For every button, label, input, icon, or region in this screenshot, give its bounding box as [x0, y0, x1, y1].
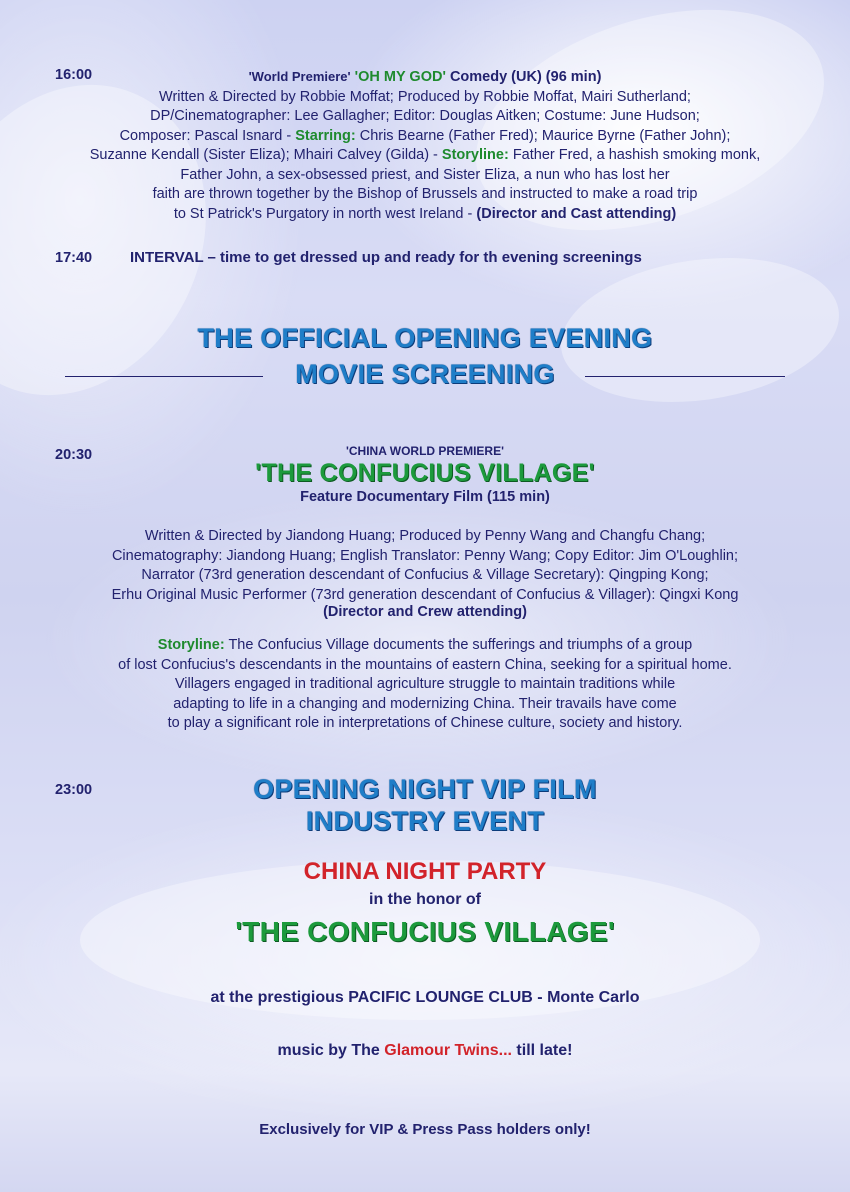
credits-line: Narrator (73rd generation descendant of Confucius & Village Secretary): Qingping Kong; — [141, 567, 709, 583]
storyline-text: adapting to life in a changing and modernizing China. Their travails have come — [173, 695, 677, 712]
credits-line: DP/Cinematographer: Lee Gallagher; Editor: Douglas Aitken; Costume: June Hudson; — [150, 108, 700, 124]
storyline-text: of lost Confucius's descendants in the mountains of eastern China, seeking for a spiritual home. — [118, 656, 732, 673]
film-genre: Comedy (UK) (96 min) — [449, 69, 602, 85]
exclusive-text: Exclusively for VIP & Press Pass holders only! — [259, 1121, 591, 1138]
confucius-credits — [0, 527, 850, 623]
vip-event — [0, 773, 850, 948]
opening-heading — [0, 322, 850, 390]
event-heading-line2: INDUSTRY EVENT — [305, 806, 545, 836]
storyline-text: The Confucius Village documents the sufferings and triumphs of a group — [228, 637, 693, 653]
opening-heading-line1: THE OFFICIAL OPENING EVENING — [197, 323, 653, 353]
premiere-label: 'World Premiere' — [248, 69, 351, 84]
party-title: CHINA NIGHT PARTY — [303, 858, 547, 885]
storyline-text: to play a significant role in interpretations of Chinese culture, society and history. — [167, 715, 683, 731]
event-heading-line1: OPENING NIGHT VIP FILM — [253, 774, 597, 804]
credits-line: Erhu Original Music Performer (73rd generation descendant of Confucius & Villager): Qingxi Kong — [111, 586, 739, 603]
storyline-label: Storyline: — [157, 637, 225, 653]
storyline-text: Villagers engaged in traditional agriculture struggle to maintain traditions while — [174, 676, 676, 692]
credits-line: Written & Directed by Robbie Moffat; Produced by Robbie Moffat, Mairi Sutherland; — [159, 88, 691, 105]
time-2300: 23:00 — [55, 782, 93, 798]
music-text: till late! — [516, 1042, 573, 1059]
film-title-oh-my-god: 'OH MY GOD' — [354, 69, 446, 85]
time-2030: 20:30 — [55, 447, 93, 463]
storyline-text: Father John, a sex-obsessed priest, and Sister Eliza, a nun who has lost her — [180, 166, 670, 183]
storyline-text: Father Fred, a hashish smoking monk, — [512, 147, 761, 163]
venue-text: at the prestigious PACIFIC LOUNGE CLUB - Monte Carlo — [210, 989, 640, 1006]
credits-line: Written & Directed by Jiandong Huang; Produced by Penny Wang and Changfu Chang; — [144, 528, 706, 544]
storyline-label: Storyline: — [441, 147, 509, 163]
time-1600: 16:00 — [55, 67, 93, 83]
premiere-label: 'CHINA WORLD PREMIERE' — [346, 444, 504, 458]
divider-right — [585, 376, 785, 377]
attending-note: (Director and Crew attending) — [323, 604, 527, 620]
credits-line: Chris Bearne (Father Fred); Maurice Byrne (Father John); — [359, 127, 731, 144]
music-line — [0, 1041, 850, 1061]
credits-line: Composer: Pascal Isnard - — [119, 127, 292, 144]
credits-line: Cinematography: Jiandong Huang; English Translator: Penny Wang; Copy Editor: Jim O'Loughlin; — [111, 547, 739, 564]
screening-confucius-village — [0, 443, 850, 508]
storyline-text: faith are thrown together by the Bishop of Brussels and instructed to make a road trip — [152, 186, 698, 202]
exclusive-line — [0, 1120, 850, 1140]
starring-label: Starring: — [295, 127, 356, 144]
honor-text: in the honor of — [369, 891, 481, 908]
screening-oh-my-god — [0, 67, 850, 224]
opening-heading-line2: MOVIE SCREENING — [295, 359, 555, 389]
confucius-storyline — [0, 636, 850, 734]
band-name: Glamour Twins... — [384, 1042, 512, 1059]
venue-line — [0, 988, 850, 1008]
time-1740: 17:40 — [55, 250, 93, 266]
divider-left — [65, 376, 263, 377]
party-film-title: 'THE CONFUCIUS VILLAGE' — [235, 915, 615, 947]
film-subtitle: Feature Documentary Film (115 min) — [300, 489, 550, 505]
interval-text: INTERVAL – time to get dressed up and ready for th evening screenings — [130, 249, 642, 266]
music-text: music by The — [277, 1042, 380, 1059]
film-title-confucius-village: 'THE CONFUCIUS VILLAGE' — [255, 459, 595, 487]
credits-line: Suzanne Kendall (Sister Eliza); Mhairi Calvey (Gilda) - — [89, 147, 438, 163]
attending-note: (Director and Cast attending) — [476, 205, 677, 222]
storyline-text: to St Patrick's Purgatory in north west Ireland - — [173, 205, 473, 222]
